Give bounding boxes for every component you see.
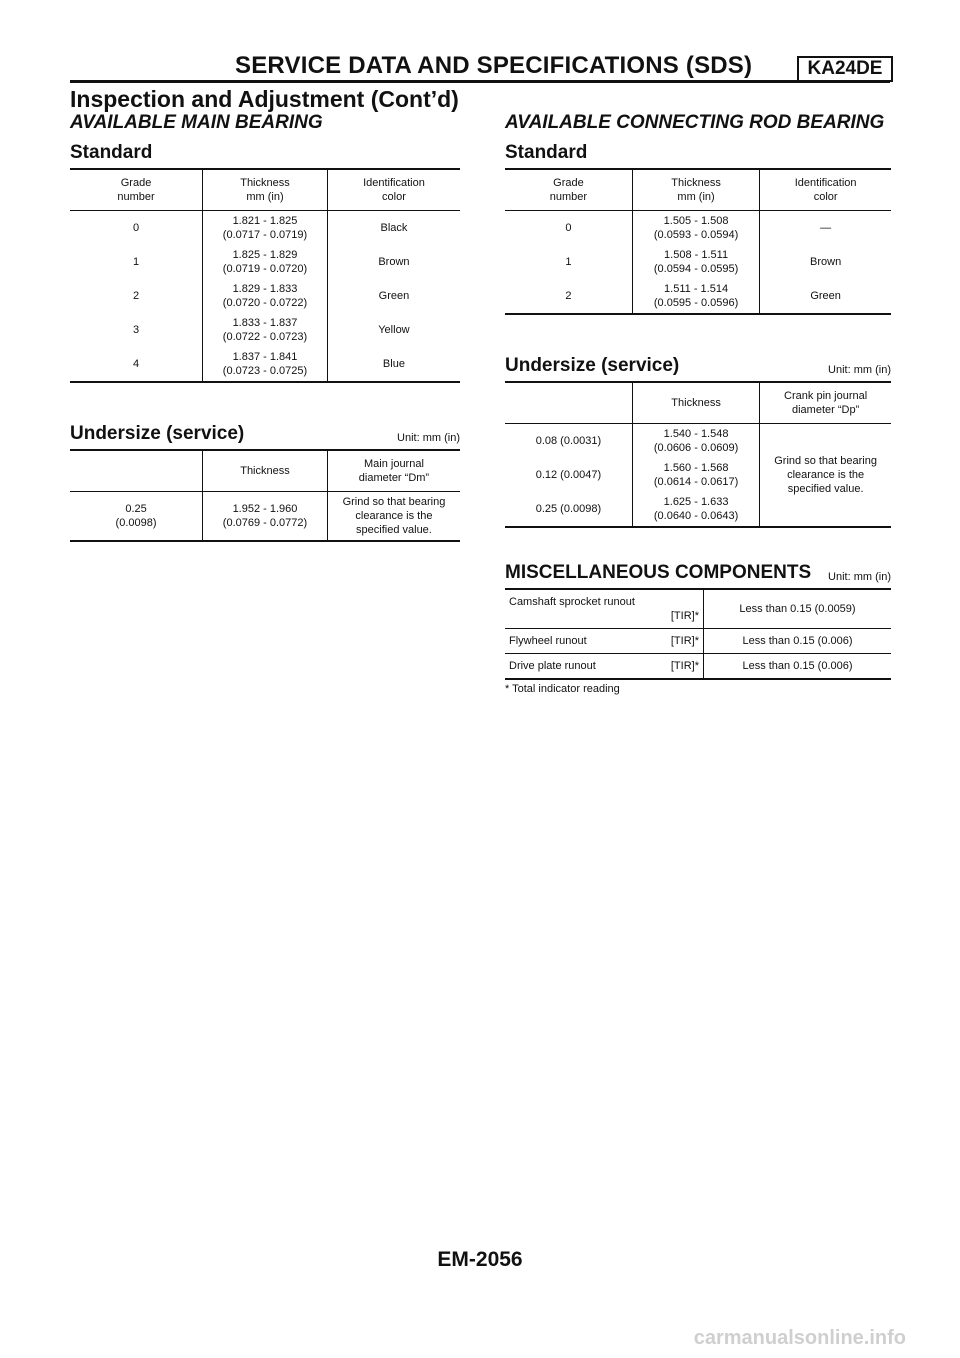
table-header-row bbox=[505, 382, 891, 424]
conrod-bearing-standard-table bbox=[505, 168, 891, 315]
engine-code-badge: KA24DE bbox=[797, 56, 893, 82]
column-header-journal-diameter: Main journal diameter “Dm” bbox=[327, 450, 460, 492]
value-cell: Less than 0.15 (0.0059) bbox=[739, 603, 856, 615]
main-bearing-undersize-table bbox=[70, 449, 460, 542]
grade-cell: 2 bbox=[132, 290, 140, 302]
table-row bbox=[505, 211, 891, 246]
color-cell: Green bbox=[327, 279, 460, 313]
grade-cell: 4 bbox=[132, 358, 140, 370]
header-rule bbox=[70, 80, 890, 83]
note-cell: Grind so that bearing clearance is the specified value. bbox=[327, 492, 460, 542]
value-cell: Less than 0.15 (0.006) bbox=[704, 629, 892, 654]
tir-label: [TIR]* bbox=[670, 610, 699, 622]
conrod-bearing-column bbox=[505, 112, 891, 695]
column-header-thickness: Thickness bbox=[632, 382, 759, 424]
page-number: EM-2056 bbox=[437, 1248, 523, 1271]
undersize-cell: 0.25 (0.0098) bbox=[115, 503, 157, 529]
table-row bbox=[505, 629, 891, 654]
thickness-cell: 1.505 - 1.508 (0.0593 - 0.0594) bbox=[632, 211, 759, 246]
item-label: Drive plate runout bbox=[509, 660, 596, 672]
main-bearing-title: AVAILABLE MAIN BEARING bbox=[70, 112, 323, 133]
grade-cell: 3 bbox=[132, 324, 140, 336]
thickness-cell: 1.952 - 1.960 (0.0769 - 0.0772) bbox=[203, 492, 328, 542]
page-section-title: SERVICE DATA AND SPECIFICATIONS (SDS) bbox=[235, 52, 753, 79]
column-header-color: Identification color bbox=[327, 169, 460, 211]
conrod-bearing-standard-title: Standard bbox=[505, 142, 588, 163]
undersize-cell: 0.08 (0.0031) bbox=[535, 435, 602, 447]
column-header-grade: Grade number bbox=[70, 169, 203, 211]
thickness-cell: 1.837 - 1.841 (0.0723 - 0.0725) bbox=[203, 347, 328, 382]
main-bearing-standard-title: Standard bbox=[70, 142, 153, 163]
thickness-cell: 1.540 - 1.548 (0.0606 - 0.0609) bbox=[632, 424, 759, 459]
table-row bbox=[70, 313, 460, 347]
table-row bbox=[70, 347, 460, 382]
table-row bbox=[505, 279, 891, 314]
column-header-grade: Grade number bbox=[505, 169, 632, 211]
conrod-bearing-undersize-table bbox=[505, 381, 891, 528]
main-bearing-standard-table bbox=[70, 168, 460, 383]
conrod-bearing-undersize-title: Undersize (service) bbox=[505, 355, 680, 376]
conrod-bearing-title: AVAILABLE CONNECTING ROD BEARING bbox=[505, 112, 885, 133]
footnote: * Total indicator reading bbox=[505, 683, 620, 695]
color-cell: Brown bbox=[760, 245, 891, 279]
item-label: Camshaft sprocket runout bbox=[509, 596, 635, 608]
main-bearing-column bbox=[70, 112, 460, 542]
thickness-cell: 1.833 - 1.837 (0.0722 - 0.0723) bbox=[203, 313, 328, 347]
column-header-pin-diameter: Crank pin journal diameter “Dp” bbox=[760, 382, 891, 424]
column-header-thickness: Thickness bbox=[203, 450, 328, 492]
column-header-size bbox=[70, 450, 203, 492]
misc-components-heading bbox=[505, 562, 891, 584]
main-bearing-undersize-title: Undersize (service) bbox=[70, 423, 245, 444]
table-row bbox=[70, 211, 460, 246]
table-row bbox=[505, 589, 891, 629]
thickness-cell: 1.829 - 1.833 (0.0720 - 0.0722) bbox=[203, 279, 328, 313]
item-cell bbox=[505, 589, 704, 629]
column-header-thickness: Thickness mm (in) bbox=[203, 169, 328, 211]
table-row bbox=[505, 424, 891, 459]
misc-components-table bbox=[505, 588, 891, 680]
unit-label: Unit: mm (in) bbox=[828, 571, 891, 583]
color-cell: Brown bbox=[327, 245, 460, 279]
misc-components-title: MISCELLANEOUS COMPONENTS bbox=[505, 562, 812, 583]
tir-label: [TIR]* bbox=[670, 660, 699, 672]
undersize-cell: 0.25 (0.0098) bbox=[535, 503, 602, 515]
undersize-cell: 0.12 (0.0047) bbox=[535, 469, 602, 481]
thickness-cell: 1.560 - 1.568 (0.0614 - 0.0617) bbox=[632, 458, 759, 492]
note-cell: Grind so that bearing clearance is the specified value. bbox=[760, 424, 891, 528]
color-cell: Green bbox=[760, 279, 891, 314]
unit-label: Unit: mm (in) bbox=[397, 432, 460, 444]
column-header-color: Identification color bbox=[760, 169, 891, 211]
column-header-size bbox=[505, 382, 632, 424]
thickness-cell: 1.511 - 1.514 (0.0595 - 0.0596) bbox=[632, 279, 759, 314]
grade-cell: 1 bbox=[565, 256, 572, 268]
grade-cell: 0 bbox=[132, 222, 140, 234]
conrod-bearing-undersize-heading bbox=[505, 355, 891, 377]
table-header-row bbox=[70, 169, 460, 211]
table-row bbox=[70, 245, 460, 279]
item-cell bbox=[505, 654, 704, 680]
item-cell bbox=[505, 629, 704, 654]
color-cell: — bbox=[760, 211, 891, 246]
table-row bbox=[505, 654, 891, 680]
watermark: carmanualsonline.info bbox=[693, 1327, 906, 1349]
column-header-thickness: Thickness mm (in) bbox=[632, 169, 759, 211]
page-subtitle: Inspection and Adjustment (Cont’d) bbox=[70, 86, 459, 112]
color-cell: Black bbox=[327, 211, 460, 246]
table-row bbox=[505, 245, 891, 279]
thickness-cell: 1.821 - 1.825 (0.0717 - 0.0719) bbox=[203, 211, 328, 246]
color-cell: Blue bbox=[327, 347, 460, 382]
item-label: Flywheel runout bbox=[509, 635, 587, 647]
tir-label: [TIR]* bbox=[670, 635, 699, 647]
grade-cell: 0 bbox=[565, 222, 572, 234]
thickness-cell: 1.625 - 1.633 (0.0640 - 0.0643) bbox=[632, 492, 759, 527]
main-bearing-undersize-heading bbox=[70, 423, 460, 445]
value-cell: Less than 0.15 (0.006) bbox=[704, 654, 892, 680]
table-row bbox=[70, 492, 460, 542]
thickness-cell: 1.508 - 1.511 (0.0594 - 0.0595) bbox=[632, 245, 759, 279]
unit-label: Unit: mm (in) bbox=[828, 364, 891, 376]
table-header-row bbox=[70, 450, 460, 492]
table-header-row bbox=[505, 169, 891, 211]
thickness-cell: 1.825 - 1.829 (0.0719 - 0.0720) bbox=[203, 245, 328, 279]
table-row bbox=[70, 279, 460, 313]
color-cell: Yellow bbox=[327, 313, 460, 347]
grade-cell: 2 bbox=[565, 290, 572, 302]
grade-cell: 1 bbox=[132, 256, 140, 268]
